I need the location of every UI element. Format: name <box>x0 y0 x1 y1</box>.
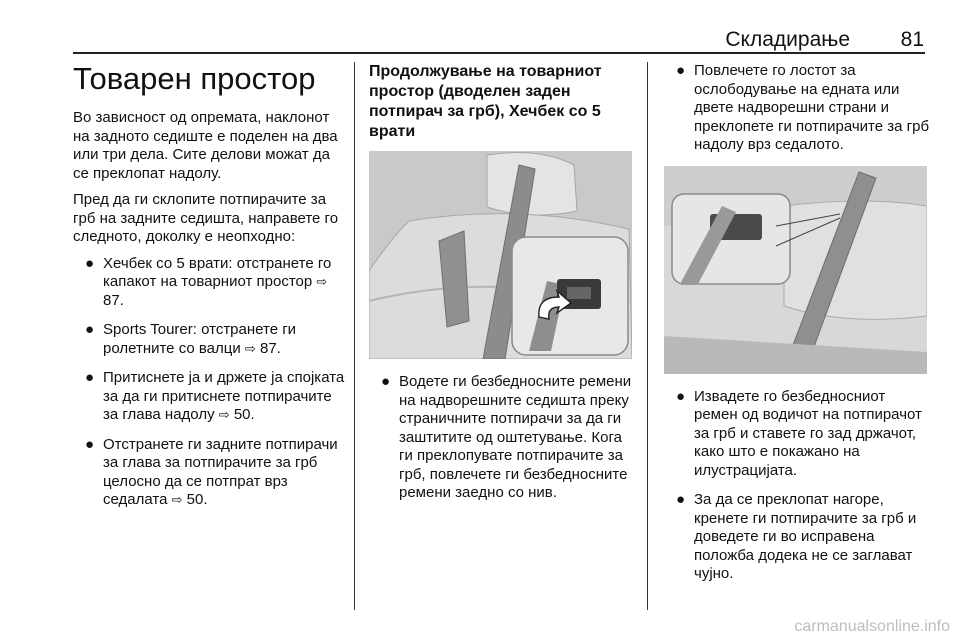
bullet-icon: ● <box>85 435 95 453</box>
list-item-text: Отстранете ги задните потпирачи за глава за потпирачите за грб целосно да се потпрат врз седалата <box>103 435 338 508</box>
instruction-list <box>369 373 637 503</box>
list-item <box>664 491 930 584</box>
cross-reference-page[interactable]: 50. <box>233 406 255 423</box>
list-item-text: Повлечете го лостот за ослободување на едната или двете надворешни страни и преклопете ги потпирачите за грб надолу врз седалото. <box>694 62 930 153</box>
prep-list <box>73 255 348 510</box>
list-item <box>73 321 348 358</box>
cross-reference-icon[interactable]: ⇨ <box>218 407 230 422</box>
list-item-text: За да се преклопат нагоре, кренете ги потпирачите за грб и доведете ги во исправена положба додека не се заглават чујно. <box>694 491 917 582</box>
list-item <box>664 62 930 155</box>
bullet-icon: ● <box>85 254 95 272</box>
instruction-list-top <box>664 62 930 155</box>
list-item <box>369 373 637 503</box>
bullet-icon: ● <box>85 321 95 338</box>
column-1 <box>73 62 348 521</box>
seat-belt-guide-illustration <box>369 151 632 359</box>
column-2 <box>369 62 637 514</box>
cross-reference-page[interactable]: 87. <box>103 291 124 309</box>
list-item <box>664 388 930 481</box>
watermark: carmanualsonline.info <box>794 618 950 635</box>
intro-paragraph: Во зависност од опремата, наклонот на задното седиште е поделен на два или три дела. Сите делови можат да се преклопат надолу. <box>73 109 338 182</box>
cross-reference-page[interactable]: 50. <box>186 491 208 508</box>
section-heading: Продолжување на товарниот простор (дводелен заден потпирач за грб), Хечбек со 5 врати <box>369 63 602 140</box>
prep-paragraph: Пред да ги склопите потпирачите за грб на задните седишта, направете го следното, доколку е неопходно: <box>73 191 339 245</box>
column-divider-2 <box>647 62 648 610</box>
list-item-text: Sports Tourer: отстранете ги ролетните со валци <box>103 321 297 357</box>
list-item <box>73 436 348 510</box>
list-item <box>73 255 348 311</box>
cross-reference-icon[interactable]: ⇨ <box>171 492 183 507</box>
cross-reference-page[interactable]: 87. <box>260 339 281 357</box>
bullet-icon: ● <box>676 491 686 508</box>
column-3 <box>664 62 930 595</box>
instruction-list-bottom <box>664 388 930 584</box>
section-title: Складирање <box>725 28 850 51</box>
list-item-text: Водете ги безбедносните ремени на надворешните седишта преку страничните потпирачи за да ги заштитите од оштетување. Кога ги преклопувате потпирачите за грб, повлечете ги безбедносните ремени заедно со нив. <box>399 373 632 501</box>
seat-belt-holder-illustration <box>664 166 927 374</box>
header-rule <box>73 52 925 54</box>
list-item <box>73 369 348 425</box>
list-item-text: Извадете го безбедносниот ремен од водичот на потпирачот за грб и ставете го зад држачот, како што е покажано на илустрацијата. <box>694 387 922 479</box>
cross-reference-icon[interactable]: ⇨ <box>244 340 256 356</box>
list-item-text: Хечбек со 5 врати: отстранете го капакот на товарниот простор <box>103 254 332 290</box>
bullet-icon: ● <box>676 62 686 79</box>
cross-reference-icon[interactable]: ⇨ <box>316 274 328 289</box>
bullet-icon: ● <box>85 369 95 386</box>
bullet-icon: ● <box>676 387 686 405</box>
page-number: 81 <box>900 28 924 51</box>
list-item-text: Притиснете ја и држете ја спојката за да ги притиснете потпирачите за глава надолу <box>103 369 345 423</box>
page-heading: Товарен простор <box>73 61 316 96</box>
column-divider-1 <box>354 62 355 610</box>
bullet-icon: ● <box>381 373 391 390</box>
